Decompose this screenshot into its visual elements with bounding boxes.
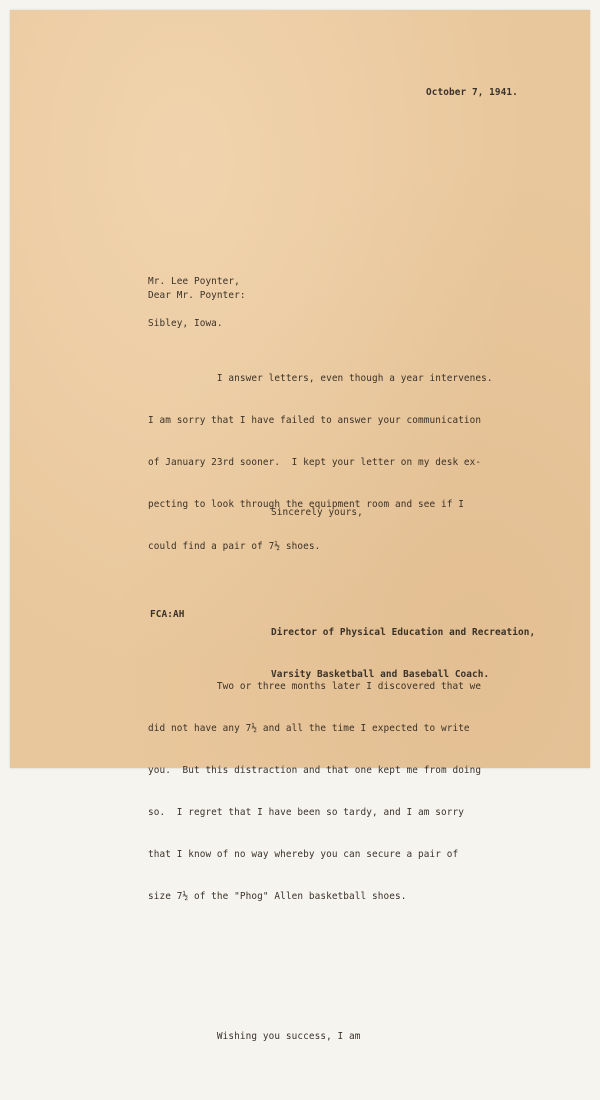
body-line: size 7½ of the "Phog" Allen basketball shoes. <box>148 891 407 902</box>
signature-title <box>271 598 535 710</box>
recipient-location: Sibley, Iowa. <box>148 318 223 329</box>
paragraph-1 <box>148 344 493 582</box>
signature-title-line: Director of Physical Education and Recreation, <box>271 627 536 638</box>
body-line: pecting to look through the equipment room and see if I <box>148 499 464 510</box>
letter-date: October 7, 1941. <box>426 87 518 98</box>
paragraph-3 <box>148 1002 493 1072</box>
body-line: did not have any 7½ and all the time I expected to write <box>148 723 470 734</box>
letter-page <box>10 10 590 1042</box>
salutation: Dear Mr. Poynter: <box>148 290 246 301</box>
recipient-name: Mr. Lee Poynter, <box>148 276 240 287</box>
body-line: you. But this distraction and that one kept me from doing <box>148 765 482 776</box>
body-line: that I know of no way whereby you can secure a pair of <box>148 849 459 860</box>
reference-initials: FCA:AH <box>150 609 185 620</box>
signature-title-line: Varsity Basketball and Baseball Coach. <box>271 669 490 680</box>
closing: Sincerely yours, <box>271 507 363 518</box>
body-line: I answer letters, even though a year intervenes. <box>148 373 493 384</box>
body-line: could find a pair of 7½ shoes. <box>148 541 321 552</box>
body-line: Two or three months later I discovered that we <box>148 681 482 692</box>
body-line: Wishing you success, I am <box>148 1031 361 1042</box>
body-line: of January 23rd sooner. I kept your letter on my desk ex- <box>148 457 482 468</box>
body-line: so. I regret that I have been so tardy, and I am sorry <box>148 807 464 818</box>
body-line: I am sorry that I have failed to answer your communication <box>148 415 482 426</box>
